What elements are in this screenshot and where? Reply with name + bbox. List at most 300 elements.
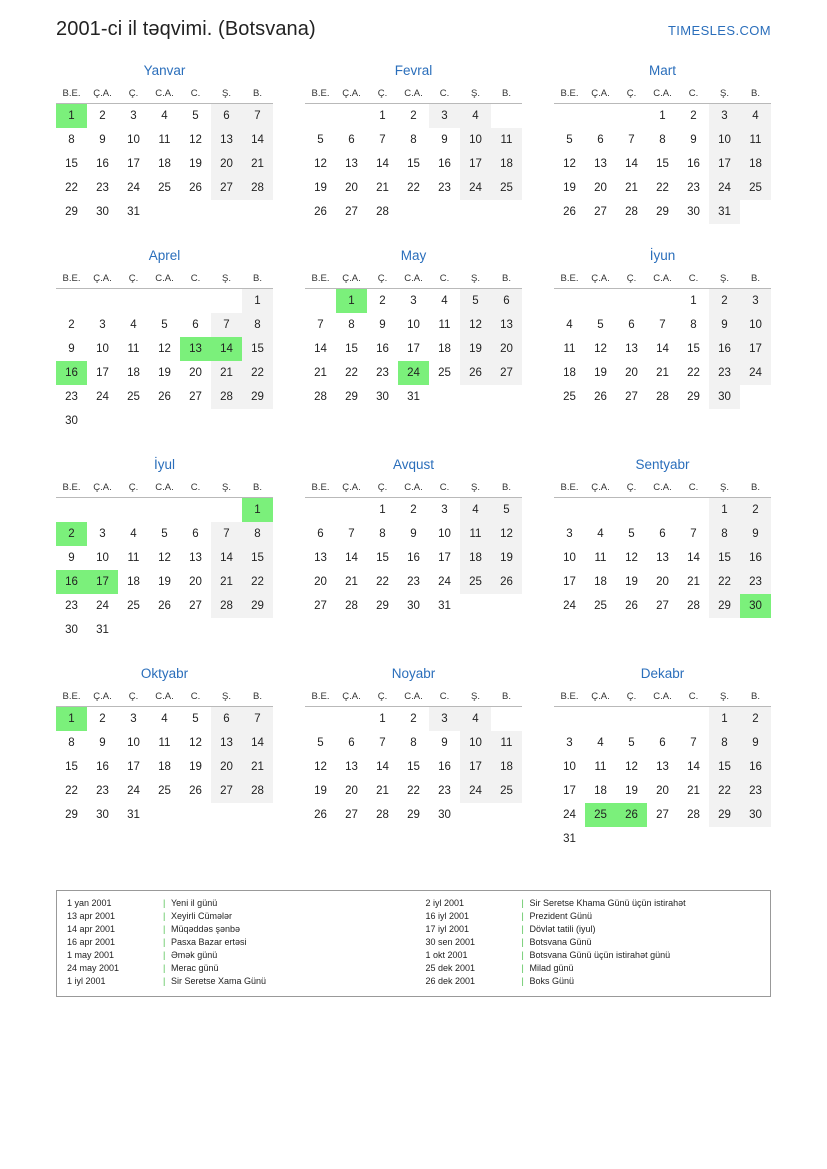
day-cell[interactable]: 27 bbox=[656, 600, 669, 612]
day-cell[interactable]: 18 bbox=[563, 367, 576, 379]
day-cell[interactable]: 4 bbox=[566, 319, 573, 331]
day-cell[interactable]: 17 bbox=[460, 152, 491, 176]
day-cell[interactable]: 25 bbox=[438, 367, 451, 379]
day-cell[interactable]: 8 bbox=[659, 134, 666, 146]
day-cell[interactable]: 27 bbox=[625, 391, 638, 403]
day-cell[interactable]: 11 bbox=[158, 134, 171, 146]
day-cell[interactable]: 29 bbox=[376, 600, 389, 612]
day-cell[interactable]: 11 bbox=[127, 552, 140, 564]
day-cell[interactable]: 12 bbox=[158, 552, 171, 564]
day-cell[interactable]: 9 bbox=[99, 737, 106, 749]
day-cell[interactable]: 21 bbox=[345, 576, 358, 588]
day-cell[interactable]: 5 bbox=[566, 134, 573, 146]
day-cell[interactable]: 12 bbox=[491, 522, 522, 546]
day-cell[interactable]: 8 bbox=[242, 313, 273, 337]
day-cell[interactable]: 24 bbox=[709, 176, 740, 200]
day-cell[interactable]: 21 bbox=[376, 785, 389, 797]
day-cell[interactable]: 22 bbox=[242, 361, 273, 385]
day-cell[interactable]: 31 bbox=[709, 200, 740, 224]
day-cell[interactable]: 16 bbox=[96, 761, 109, 773]
day-cell[interactable]: 6 bbox=[628, 319, 635, 331]
day-cell[interactable]: 29 bbox=[709, 594, 740, 618]
day-cell[interactable]: 9 bbox=[410, 528, 417, 540]
day-cell[interactable]: 19 bbox=[625, 576, 638, 588]
day-cell[interactable]: 20 bbox=[314, 576, 327, 588]
day-cell[interactable]: 14 bbox=[656, 343, 669, 355]
day-cell[interactable]: 6 bbox=[597, 134, 604, 146]
day-cell[interactable]: 15 bbox=[65, 158, 78, 170]
day-cell[interactable]: 3 bbox=[566, 737, 573, 749]
day-cell[interactable]: 5 bbox=[597, 319, 604, 331]
day-cell[interactable]: 19 bbox=[594, 367, 607, 379]
day-cell[interactable]: 30 bbox=[709, 385, 740, 409]
day-cell[interactable]: 10 bbox=[740, 313, 771, 337]
day-cell-holiday[interactable]: 1 bbox=[242, 498, 273, 523]
day-cell[interactable]: 13 bbox=[491, 313, 522, 337]
day-cell[interactable]: 7 bbox=[690, 528, 697, 540]
day-cell[interactable]: 20 bbox=[625, 367, 638, 379]
day-cell[interactable]: 18 bbox=[740, 152, 771, 176]
day-cell[interactable]: 2 bbox=[99, 713, 106, 725]
day-cell[interactable]: 15 bbox=[687, 343, 700, 355]
day-cell[interactable]: 22 bbox=[242, 570, 273, 594]
day-cell[interactable]: 22 bbox=[687, 367, 700, 379]
day-cell[interactable]: 31 bbox=[96, 624, 109, 636]
day-cell[interactable]: 10 bbox=[96, 552, 109, 564]
day-cell[interactable]: 24 bbox=[563, 600, 576, 612]
day-cell[interactable]: 2 bbox=[740, 498, 771, 523]
day-cell[interactable]: 6 bbox=[192, 528, 199, 540]
day-cell[interactable]: 23 bbox=[740, 779, 771, 803]
day-cell[interactable]: 20 bbox=[189, 367, 202, 379]
day-cell[interactable]: 11 bbox=[491, 731, 522, 755]
day-cell[interactable]: 24 bbox=[740, 361, 771, 385]
day-cell[interactable]: 5 bbox=[192, 713, 199, 725]
day-cell[interactable]: 25 bbox=[594, 600, 607, 612]
day-cell[interactable]: 26 bbox=[625, 600, 638, 612]
day-cell[interactable]: 17 bbox=[127, 158, 140, 170]
day-cell[interactable]: 22 bbox=[407, 182, 420, 194]
day-cell[interactable]: 17 bbox=[563, 785, 576, 797]
day-cell[interactable]: 31 bbox=[407, 391, 420, 403]
day-cell[interactable]: 11 bbox=[460, 522, 491, 546]
day-cell[interactable]: 2 bbox=[379, 295, 386, 307]
day-cell[interactable]: 3 bbox=[566, 528, 573, 540]
day-cell[interactable]: 26 bbox=[314, 206, 327, 218]
day-cell[interactable]: 10 bbox=[460, 128, 491, 152]
day-cell[interactable]: 4 bbox=[130, 319, 137, 331]
day-cell[interactable]: 10 bbox=[407, 319, 420, 331]
day-cell[interactable]: 10 bbox=[96, 343, 109, 355]
day-cell[interactable]: 17 bbox=[563, 576, 576, 588]
day-cell[interactable]: 30 bbox=[687, 206, 700, 218]
day-cell[interactable]: 3 bbox=[410, 295, 417, 307]
day-cell[interactable]: 5 bbox=[628, 528, 635, 540]
day-cell[interactable]: 1 bbox=[379, 713, 386, 725]
day-cell[interactable]: 28 bbox=[625, 206, 638, 218]
day-cell[interactable]: 13 bbox=[594, 158, 607, 170]
day-cell[interactable]: 26 bbox=[594, 391, 607, 403]
day-cell[interactable]: 6 bbox=[192, 319, 199, 331]
day-cell-holiday[interactable]: 17 bbox=[87, 570, 118, 594]
day-cell[interactable]: 5 bbox=[317, 737, 324, 749]
day-cell[interactable]: 27 bbox=[656, 809, 669, 821]
day-cell[interactable]: 6 bbox=[317, 528, 324, 540]
day-cell[interactable]: 22 bbox=[709, 570, 740, 594]
day-cell[interactable]: 25 bbox=[740, 176, 771, 200]
day-cell[interactable]: 22 bbox=[65, 785, 78, 797]
day-cell[interactable]: 9 bbox=[379, 319, 386, 331]
day-cell[interactable]: 1 bbox=[709, 707, 740, 732]
day-cell[interactable]: 18 bbox=[594, 576, 607, 588]
day-cell[interactable]: 4 bbox=[441, 295, 448, 307]
day-cell[interactable]: 27 bbox=[594, 206, 607, 218]
day-cell[interactable]: 31 bbox=[127, 206, 140, 218]
day-cell[interactable]: 1 bbox=[242, 289, 273, 314]
day-cell[interactable]: 12 bbox=[625, 761, 638, 773]
day-cell[interactable]: 29 bbox=[656, 206, 669, 218]
day-cell[interactable]: 24 bbox=[96, 391, 109, 403]
day-cell[interactable]: 19 bbox=[563, 182, 576, 194]
day-cell-holiday[interactable]: 16 bbox=[56, 570, 87, 594]
day-cell[interactable]: 25 bbox=[491, 176, 522, 200]
day-cell[interactable]: 29 bbox=[65, 206, 78, 218]
day-cell[interactable]: 22 bbox=[345, 367, 358, 379]
day-cell[interactable]: 14 bbox=[314, 343, 327, 355]
day-cell[interactable]: 25 bbox=[127, 600, 140, 612]
day-cell[interactable]: 9 bbox=[709, 313, 740, 337]
day-cell[interactable]: 25 bbox=[127, 391, 140, 403]
day-cell[interactable]: 28 bbox=[314, 391, 327, 403]
day-cell[interactable]: 25 bbox=[491, 779, 522, 803]
day-cell[interactable]: 14 bbox=[376, 158, 389, 170]
site-brand[interactable]: TIMESLES.COM bbox=[667, 23, 771, 38]
day-cell[interactable]: 7 bbox=[242, 707, 273, 732]
day-cell[interactable]: 23 bbox=[65, 391, 78, 403]
day-cell[interactable]: 8 bbox=[410, 737, 417, 749]
day-cell[interactable]: 23 bbox=[96, 785, 109, 797]
day-cell[interactable]: 14 bbox=[242, 128, 273, 152]
day-cell[interactable]: 21 bbox=[687, 785, 700, 797]
day-cell[interactable]: 15 bbox=[242, 337, 273, 361]
day-cell[interactable]: 14 bbox=[211, 546, 242, 570]
day-cell[interactable]: 16 bbox=[709, 337, 740, 361]
day-cell[interactable]: 12 bbox=[314, 761, 327, 773]
day-cell[interactable]: 9 bbox=[441, 134, 448, 146]
day-cell[interactable]: 13 bbox=[625, 343, 638, 355]
day-cell[interactable]: 30 bbox=[740, 803, 771, 827]
day-cell[interactable]: 14 bbox=[345, 552, 358, 564]
day-cell[interactable]: 3 bbox=[429, 707, 460, 732]
day-cell-holiday[interactable]: 26 bbox=[616, 803, 647, 827]
day-cell[interactable]: 6 bbox=[348, 134, 355, 146]
day-cell[interactable]: 5 bbox=[491, 498, 522, 523]
day-cell[interactable]: 7 bbox=[242, 104, 273, 129]
day-cell[interactable]: 2 bbox=[740, 707, 771, 732]
day-cell[interactable]: 11 bbox=[563, 343, 576, 355]
day-cell[interactable]: 9 bbox=[99, 134, 106, 146]
day-cell[interactable]: 16 bbox=[96, 158, 109, 170]
day-cell[interactable]: 12 bbox=[460, 313, 491, 337]
day-cell[interactable]: 4 bbox=[597, 528, 604, 540]
day-cell[interactable]: 4 bbox=[161, 713, 168, 725]
day-cell[interactable]: 13 bbox=[314, 552, 327, 564]
day-cell[interactable]: 29 bbox=[687, 391, 700, 403]
day-cell[interactable]: 15 bbox=[407, 761, 420, 773]
day-cell[interactable]: 7 bbox=[690, 737, 697, 749]
day-cell[interactable]: 21 bbox=[211, 570, 242, 594]
day-cell[interactable]: 4 bbox=[130, 528, 137, 540]
day-cell[interactable]: 7 bbox=[211, 522, 242, 546]
day-cell[interactable]: 3 bbox=[429, 104, 460, 129]
day-cell[interactable]: 11 bbox=[127, 343, 140, 355]
day-cell[interactable]: 4 bbox=[161, 110, 168, 122]
day-cell[interactable]: 27 bbox=[211, 176, 242, 200]
day-cell[interactable]: 4 bbox=[740, 104, 771, 129]
day-cell[interactable]: 3 bbox=[441, 504, 448, 516]
day-cell[interactable]: 13 bbox=[345, 761, 358, 773]
day-cell[interactable]: 15 bbox=[242, 546, 273, 570]
day-cell[interactable]: 5 bbox=[317, 134, 324, 146]
day-cell[interactable]: 23 bbox=[687, 182, 700, 194]
day-cell[interactable]: 16 bbox=[687, 158, 700, 170]
day-cell[interactable]: 21 bbox=[625, 182, 638, 194]
day-cell[interactable]: 9 bbox=[68, 343, 75, 355]
day-cell[interactable]: 23 bbox=[376, 367, 389, 379]
day-cell[interactable]: 29 bbox=[65, 809, 78, 821]
day-cell[interactable]: 7 bbox=[211, 313, 242, 337]
day-cell[interactable]: 8 bbox=[68, 134, 75, 146]
day-cell[interactable]: 17 bbox=[438, 552, 451, 564]
day-cell-holiday[interactable]: 2 bbox=[56, 522, 87, 546]
day-cell[interactable]: 13 bbox=[189, 552, 202, 564]
day-cell[interactable]: 31 bbox=[127, 809, 140, 821]
day-cell[interactable]: 28 bbox=[376, 206, 389, 218]
day-cell[interactable]: 3 bbox=[130, 110, 137, 122]
day-cell[interactable]: 22 bbox=[407, 785, 420, 797]
day-cell[interactable]: 15 bbox=[656, 158, 669, 170]
day-cell[interactable]: 23 bbox=[65, 600, 78, 612]
day-cell[interactable]: 13 bbox=[211, 128, 242, 152]
day-cell[interactable]: 26 bbox=[158, 600, 171, 612]
day-cell[interactable]: 20 bbox=[211, 755, 242, 779]
day-cell[interactable]: 20 bbox=[656, 785, 669, 797]
day-cell[interactable]: 8 bbox=[709, 522, 740, 546]
day-cell[interactable]: 21 bbox=[211, 361, 242, 385]
day-cell[interactable]: 30 bbox=[65, 624, 78, 636]
day-cell[interactable]: 25 bbox=[158, 785, 171, 797]
day-cell[interactable]: 21 bbox=[656, 367, 669, 379]
day-cell[interactable]: 13 bbox=[656, 761, 669, 773]
day-cell[interactable]: 7 bbox=[659, 319, 666, 331]
day-cell[interactable]: 28 bbox=[687, 809, 700, 821]
day-cell[interactable]: 11 bbox=[491, 128, 522, 152]
day-cell[interactable]: 15 bbox=[376, 552, 389, 564]
day-cell[interactable]: 27 bbox=[345, 809, 358, 821]
day-cell[interactable]: 10 bbox=[709, 128, 740, 152]
day-cell[interactable]: 11 bbox=[438, 319, 451, 331]
day-cell[interactable]: 6 bbox=[491, 289, 522, 314]
day-cell[interactable]: 9 bbox=[690, 134, 697, 146]
day-cell[interactable]: 8 bbox=[242, 522, 273, 546]
day-cell[interactable]: 20 bbox=[345, 182, 358, 194]
day-cell-holiday[interactable]: 1 bbox=[56, 707, 87, 732]
day-cell[interactable]: 29 bbox=[242, 385, 273, 409]
day-cell[interactable]: 3 bbox=[740, 289, 771, 314]
day-cell[interactable]: 18 bbox=[127, 367, 140, 379]
day-cell[interactable]: 3 bbox=[99, 319, 106, 331]
day-cell[interactable]: 9 bbox=[68, 552, 75, 564]
day-cell[interactable]: 19 bbox=[189, 761, 202, 773]
day-cell[interactable]: 16 bbox=[740, 546, 771, 570]
day-cell[interactable]: 4 bbox=[460, 104, 491, 129]
day-cell[interactable]: 7 bbox=[379, 737, 386, 749]
day-cell[interactable]: 1 bbox=[379, 504, 386, 516]
day-cell[interactable]: 14 bbox=[625, 158, 638, 170]
day-cell[interactable]: 13 bbox=[211, 731, 242, 755]
day-cell[interactable]: 12 bbox=[594, 343, 607, 355]
day-cell[interactable]: 30 bbox=[65, 415, 78, 427]
day-cell[interactable]: 10 bbox=[127, 134, 140, 146]
day-cell[interactable]: 30 bbox=[407, 600, 420, 612]
day-cell[interactable]: 21 bbox=[242, 152, 273, 176]
day-cell[interactable]: 19 bbox=[460, 337, 491, 361]
day-cell[interactable]: 16 bbox=[376, 343, 389, 355]
day-cell[interactable]: 26 bbox=[563, 206, 576, 218]
day-cell[interactable]: 11 bbox=[740, 128, 771, 152]
day-cell-holiday[interactable]: 1 bbox=[56, 104, 87, 129]
day-cell[interactable]: 25 bbox=[158, 182, 171, 194]
day-cell[interactable]: 21 bbox=[242, 755, 273, 779]
day-cell[interactable]: 24 bbox=[460, 176, 491, 200]
day-cell[interactable]: 28 bbox=[242, 176, 273, 200]
day-cell[interactable]: 15 bbox=[407, 158, 420, 170]
day-cell[interactable]: 7 bbox=[348, 528, 355, 540]
day-cell[interactable]: 2 bbox=[410, 504, 417, 516]
day-cell[interactable]: 28 bbox=[211, 594, 242, 618]
day-cell[interactable]: 12 bbox=[563, 158, 576, 170]
day-cell[interactable]: 23 bbox=[709, 361, 740, 385]
day-cell[interactable]: 12 bbox=[189, 134, 202, 146]
day-cell[interactable]: 23 bbox=[740, 570, 771, 594]
day-cell[interactable]: 20 bbox=[491, 337, 522, 361]
day-cell[interactable]: 23 bbox=[96, 182, 109, 194]
day-cell[interactable]: 17 bbox=[127, 761, 140, 773]
day-cell[interactable]: 16 bbox=[407, 552, 420, 564]
day-cell[interactable]: 6 bbox=[211, 707, 242, 732]
day-cell[interactable]: 27 bbox=[189, 391, 202, 403]
day-cell[interactable]: 13 bbox=[656, 552, 669, 564]
day-cell[interactable]: 18 bbox=[491, 152, 522, 176]
day-cell[interactable]: 8 bbox=[410, 134, 417, 146]
day-cell[interactable]: 26 bbox=[491, 570, 522, 594]
day-cell-holiday[interactable]: 13 bbox=[180, 337, 211, 361]
day-cell[interactable]: 5 bbox=[460, 289, 491, 314]
day-cell[interactable]: 16 bbox=[438, 158, 451, 170]
day-cell[interactable]: 12 bbox=[189, 737, 202, 749]
day-cell[interactable]: 26 bbox=[314, 809, 327, 821]
day-cell[interactable]: 25 bbox=[460, 570, 491, 594]
day-cell[interactable]: 11 bbox=[158, 737, 171, 749]
day-cell[interactable]: 2 bbox=[99, 110, 106, 122]
day-cell[interactable]: 18 bbox=[438, 343, 451, 355]
day-cell[interactable]: 23 bbox=[438, 182, 451, 194]
day-cell[interactable]: 5 bbox=[192, 110, 199, 122]
day-cell[interactable]: 18 bbox=[158, 158, 171, 170]
day-cell-holiday[interactable]: 16 bbox=[56, 361, 87, 385]
day-cell[interactable]: 9 bbox=[441, 737, 448, 749]
day-cell[interactable]: 19 bbox=[491, 546, 522, 570]
day-cell[interactable]: 26 bbox=[460, 361, 491, 385]
day-cell[interactable]: 5 bbox=[161, 319, 168, 331]
day-cell[interactable]: 11 bbox=[594, 552, 607, 564]
day-cell[interactable]: 30 bbox=[438, 809, 451, 821]
day-cell[interactable]: 1 bbox=[379, 110, 386, 122]
day-cell[interactable]: 17 bbox=[407, 343, 420, 355]
day-cell[interactable]: 20 bbox=[594, 182, 607, 194]
day-cell[interactable]: 2 bbox=[68, 319, 75, 331]
day-cell[interactable]: 13 bbox=[345, 158, 358, 170]
day-cell[interactable]: 10 bbox=[563, 761, 576, 773]
day-cell[interactable]: 27 bbox=[314, 600, 327, 612]
day-cell[interactable]: 24 bbox=[438, 576, 451, 588]
day-cell[interactable]: 6 bbox=[659, 528, 666, 540]
day-cell[interactable]: 22 bbox=[65, 182, 78, 194]
day-cell[interactable]: 12 bbox=[158, 343, 171, 355]
day-cell-holiday[interactable]: 1 bbox=[336, 289, 367, 314]
day-cell[interactable]: 22 bbox=[656, 182, 669, 194]
day-cell[interactable]: 6 bbox=[659, 737, 666, 749]
day-cell[interactable]: 19 bbox=[189, 158, 202, 170]
day-cell[interactable]: 1 bbox=[690, 295, 697, 307]
day-cell[interactable]: 8 bbox=[709, 731, 740, 755]
day-cell[interactable]: 9 bbox=[740, 731, 771, 755]
day-cell[interactable]: 1 bbox=[709, 498, 740, 523]
day-cell[interactable]: 4 bbox=[460, 707, 491, 732]
day-cell[interactable]: 31 bbox=[563, 833, 576, 845]
day-cell[interactable]: 27 bbox=[211, 779, 242, 803]
day-cell[interactable]: 18 bbox=[491, 755, 522, 779]
day-cell[interactable]: 28 bbox=[376, 809, 389, 821]
day-cell[interactable]: 17 bbox=[96, 367, 109, 379]
day-cell[interactable]: 24 bbox=[460, 779, 491, 803]
day-cell[interactable]: 15 bbox=[345, 343, 358, 355]
day-cell[interactable]: 28 bbox=[687, 600, 700, 612]
day-cell[interactable]: 5 bbox=[161, 528, 168, 540]
day-cell[interactable]: 4 bbox=[597, 737, 604, 749]
day-cell[interactable]: 18 bbox=[594, 785, 607, 797]
day-cell[interactable]: 28 bbox=[211, 385, 242, 409]
day-cell[interactable]: 15 bbox=[709, 755, 740, 779]
day-cell[interactable]: 24 bbox=[96, 600, 109, 612]
day-cell[interactable]: 17 bbox=[460, 755, 491, 779]
day-cell[interactable]: 10 bbox=[563, 552, 576, 564]
day-cell[interactable]: 2 bbox=[709, 289, 740, 314]
day-cell[interactable]: 30 bbox=[376, 391, 389, 403]
day-cell[interactable]: 10 bbox=[460, 731, 491, 755]
day-cell[interactable]: 2 bbox=[410, 110, 417, 122]
day-cell[interactable]: 22 bbox=[709, 779, 740, 803]
day-cell[interactable]: 14 bbox=[687, 761, 700, 773]
day-cell[interactable]: 26 bbox=[158, 391, 171, 403]
day-cell[interactable]: 26 bbox=[189, 785, 202, 797]
day-cell[interactable]: 29 bbox=[407, 809, 420, 821]
day-cell[interactable]: 22 bbox=[376, 576, 389, 588]
day-cell[interactable]: 2 bbox=[690, 110, 697, 122]
day-cell[interactable]: 20 bbox=[656, 576, 669, 588]
day-cell[interactable]: 31 bbox=[438, 600, 451, 612]
day-cell[interactable]: 3 bbox=[99, 528, 106, 540]
